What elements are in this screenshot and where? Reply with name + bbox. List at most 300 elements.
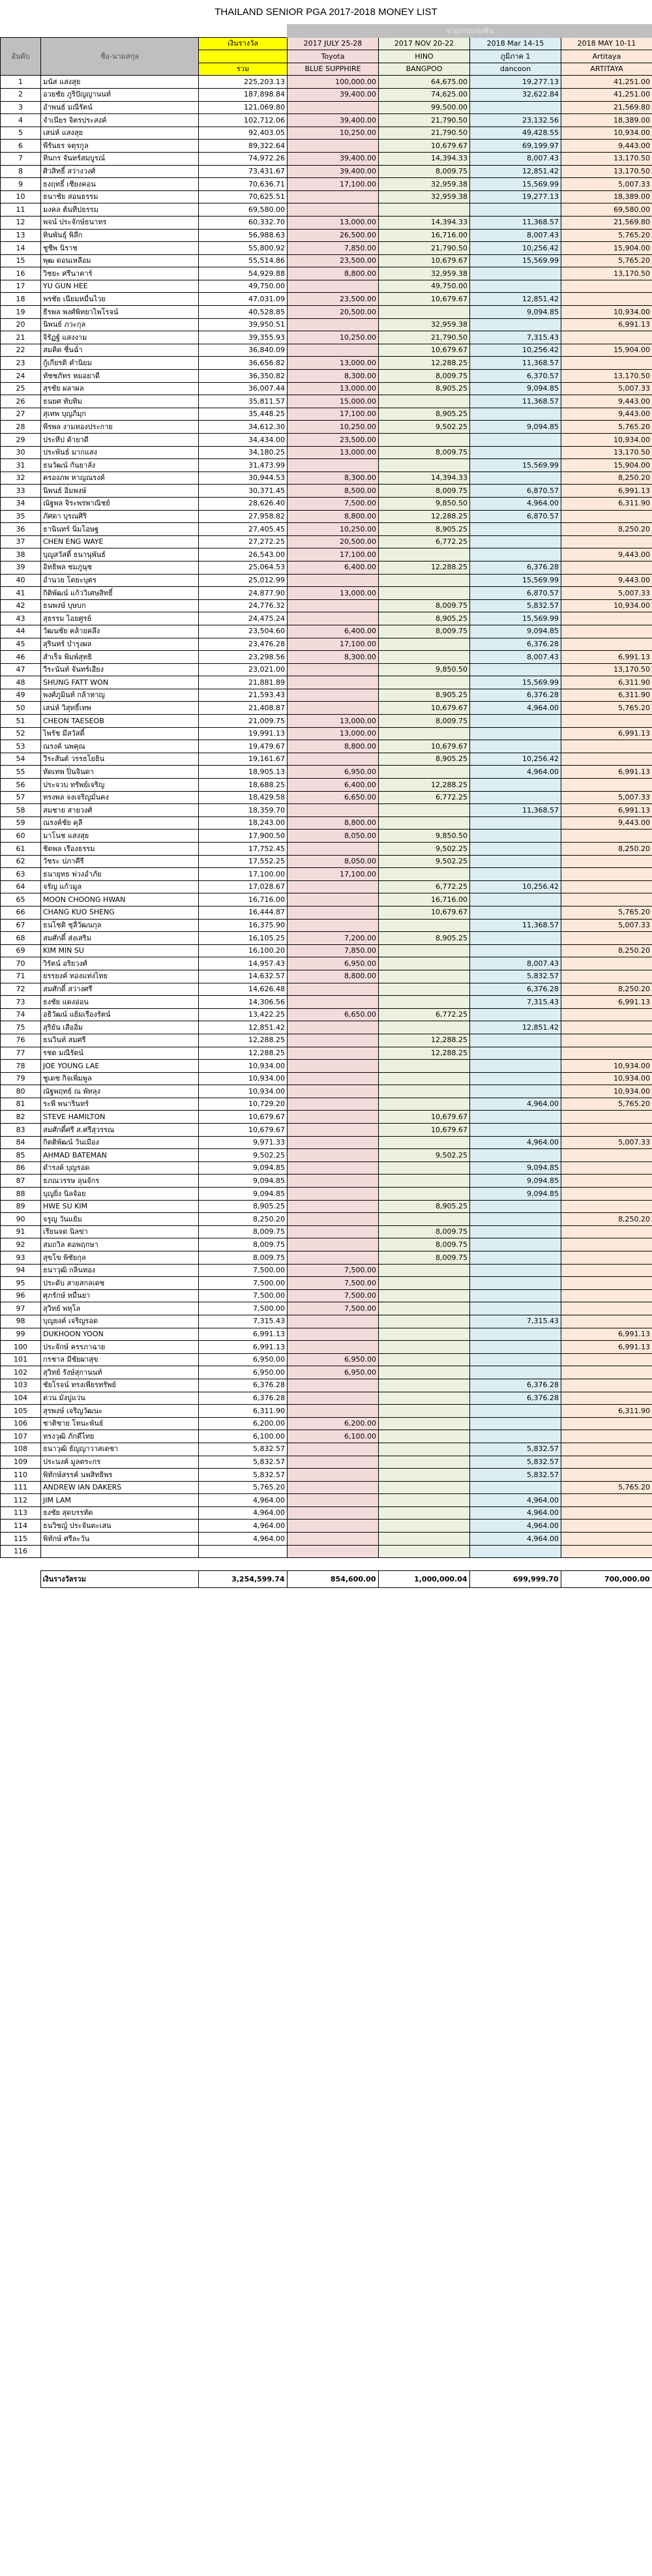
header-spacer-rank [1,25,41,38]
row-total: 9,094.85 [199,1188,288,1201]
row-total: 25,064.53 [199,561,288,574]
row-name: ชัยโรจน์ ทรงเพียรทรัพย์ [41,1379,199,1392]
table-row [1,816,652,830]
row-event-4-amount: 9,443.00 [561,574,652,587]
row-event-4-amount: 69,580.00 [561,203,652,217]
row-event-3-amount: 9,094.85 [470,306,561,319]
row-event-4-amount [561,932,652,945]
row-event-3-amount: 10,256.42 [470,344,561,357]
row-event-4-amount: 6,991.13 [561,1328,652,1341]
grand-total-table [0,1558,652,1588]
table-row [1,434,652,447]
row-event-2-amount: 10,679.67 [379,906,470,919]
row-total: 25,012.99 [199,574,288,587]
row-total: 27,958.82 [199,510,288,523]
table-row [1,165,652,178]
row-event-4-amount [561,753,652,766]
row-event-4-amount [561,357,652,370]
row-event-3-amount [470,944,561,957]
row-event-2-amount: 8,905.25 [379,523,470,536]
table-row [1,280,652,293]
row-event-1-amount: 13,000.00 [288,216,379,229]
row-event-3-amount: 7,315.43 [470,996,561,1009]
row-rank: 97 [1,1302,41,1315]
table-row [1,267,652,280]
row-name: ณัฐพฤทธ์ ณ พัทลุง [41,1085,199,1098]
row-name: สมศักดิ์ศรี ส.ศรีสุวรรณ [41,1124,199,1137]
row-rank: 62 [1,855,41,868]
row-event-2-amount [379,804,470,817]
row-event-1-amount [288,101,379,114]
row-name: ทินกร จันทร์สมบูรณ์ [41,152,199,165]
table-row [1,932,652,945]
row-event-3-amount: 10,256.42 [470,753,561,766]
row-event-2-amount: 12,288.25 [379,1047,470,1060]
row-total: 16,375.90 [199,919,288,932]
row-event-1-amount: 20,500.00 [288,535,379,548]
row-event-3-amount [470,1328,561,1341]
row-total: 7,315.43 [199,1315,288,1328]
row-total: 31,473.99 [199,459,288,472]
row-event-1-amount [288,1251,379,1265]
row-event-3-amount [470,446,561,459]
row-total: 36,656.82 [199,357,288,370]
row-event-2-amount [379,1545,470,1558]
row-event-4-amount [561,1264,652,1277]
row-name: ธนวินท์ สมศรี [41,1034,199,1047]
row-event-4-amount: 6,311.90 [561,676,652,689]
table-header [1,25,652,76]
row-rank: 80 [1,1085,41,1098]
row-event-3-amount: 4,964.00 [470,1098,561,1111]
row-event-3-amount [470,1353,561,1366]
row-name: นิพนธ์ ภวะกุล [41,318,199,331]
row-event-2-amount [379,1302,470,1315]
table-row [1,1494,652,1507]
row-event-3-amount: 11,368.57 [470,357,561,370]
row-event-1-amount [288,996,379,1009]
row-event-1-amount [288,140,379,153]
row-name: สุขโข พิชัยกุล [41,1251,199,1265]
row-event-4-amount [561,1008,652,1021]
row-event-1-amount [288,1315,379,1328]
table-row [1,574,652,587]
row-event-1-amount [288,1213,379,1226]
row-event-1-amount [288,1379,379,1392]
row-name: เรียนจด นิลข่า [41,1225,199,1238]
row-name: วิชยะ ศรีนาคาร์ [41,267,199,280]
row-rank: 51 [1,715,41,728]
row-name: จรัญ แก้วมูล [41,880,199,893]
row-event-3-amount: 11,368.57 [470,804,561,817]
row-rank: 2 [1,88,41,101]
row-rank: 47 [1,663,41,676]
row-name: ธีรพล พงศ์พิทยาไพโรจน์ [41,306,199,319]
row-event-2-amount: 10,679.67 [379,140,470,153]
row-event-2-amount [379,766,470,779]
row-event-2-amount: 8,009.75 [379,485,470,498]
row-event-2-amount: 8,009.75 [379,1251,470,1265]
row-event-3-amount: 69,199.97 [470,140,561,153]
table-row [1,1481,652,1494]
row-name: พิทักษ์สรรค์ นพสิทธิพร [41,1469,199,1482]
money-list-table [0,24,652,1558]
row-event-4-amount [561,1251,652,1265]
row-rank: 55 [1,766,41,779]
row-event-4-amount [561,1506,652,1520]
row-name: KIM MIN SU [41,944,199,957]
row-rank: 39 [1,561,41,574]
row-event-4-amount: 21,569.80 [561,101,652,114]
row-rank: 82 [1,1111,41,1124]
group-header-row [1,25,652,38]
row-total: 16,444.87 [199,906,288,919]
row-total: 14,957.43 [199,957,288,970]
row-event-2-amount: 14,394.33 [379,472,470,485]
row-event-2-amount: 8,905.25 [379,1200,470,1213]
row-event-3-amount: 6,376.28 [470,1392,561,1405]
row-total: 8,905.25 [199,1200,288,1213]
row-event-4-amount: 6,991.13 [561,766,652,779]
table-row [1,1328,652,1341]
row-event-2-amount: 64,675.00 [379,76,470,89]
row-total: 7,500.00 [199,1302,288,1315]
row-event-2-amount: 8,009.75 [379,625,470,638]
row-rank: 111 [1,1481,41,1494]
event-2-sponsor: HINO [379,50,470,63]
row-event-1-amount [288,1124,379,1137]
row-rank: 4 [1,114,41,127]
row-rank: 32 [1,472,41,485]
row-name: ธนาชัย สอนธรรม [41,190,199,203]
row-event-1-amount [288,880,379,893]
row-name: รชต มณีรัตน์ [41,1047,199,1060]
row-event-2-amount: 8,905.25 [379,612,470,625]
row-total: 70,625.51 [199,190,288,203]
row-event-4-amount [561,1417,652,1430]
table-row [1,229,652,242]
row-event-1-amount: 6,650.00 [288,791,379,804]
row-rank: 42 [1,599,41,612]
row-total: 23,476.28 [199,638,288,651]
row-event-2-amount: 6,772.25 [379,1008,470,1021]
row-event-2-amount: 99,500.00 [379,101,470,114]
row-name: อิทธิพล ชมภูนุช [41,561,199,574]
row-event-1-amount: 17,100.00 [288,638,379,651]
row-rank: 92 [1,1238,41,1251]
row-event-2-amount [379,1264,470,1277]
row-event-2-amount [379,727,470,740]
row-event-2-amount [379,1456,470,1469]
row-event-3-amount: 6,376.28 [470,689,561,702]
row-rank: 58 [1,804,41,817]
row-event-3-amount [470,663,561,676]
row-rank: 71 [1,970,41,983]
row-rank: 59 [1,816,41,830]
row-event-1-amount [288,190,379,203]
row-event-3-amount: 5,832.57 [470,1443,561,1456]
row-name: ธนยศ ทับทิม [41,395,199,408]
row-event-2-amount [379,1533,470,1546]
table-row [1,587,652,600]
row-event-4-amount: 8,250.20 [561,843,652,856]
row-total: 24,877.90 [199,587,288,600]
row-rank: 27 [1,408,41,421]
row-event-4-amount [561,779,652,792]
row-event-1-amount [288,612,379,625]
row-total: 6,100.00 [199,1430,288,1443]
row-event-1-amount: 6,950.00 [288,766,379,779]
row-name: มนัส แสงสุย [41,76,199,89]
row-total: 23,021.00 [199,663,288,676]
row-event-1-amount: 7,500.00 [288,1264,379,1277]
row-event-2-amount [379,1469,470,1482]
row-rank: 91 [1,1225,41,1238]
row-event-3-amount [470,1417,561,1430]
row-event-3-amount [470,715,561,728]
table-row [1,1341,652,1354]
row-rank: 9 [1,178,41,191]
row-event-3-amount: 11,368.57 [470,216,561,229]
row-rank: 105 [1,1405,41,1418]
row-event-2-amount [379,1481,470,1494]
row-event-3-amount [470,1149,561,1162]
row-event-1-amount [288,1443,379,1456]
row-event-3-amount: 11,368.57 [470,919,561,932]
row-event-3-amount: 7,315.43 [470,1315,561,1328]
row-name: พรชัย เนียมหมื่นไวย [41,293,199,306]
row-event-2-amount [379,434,470,447]
row-name: สุวิทย์ รังษ์สุกานนท์ [41,1366,199,1379]
row-event-3-amount [470,830,561,843]
row-event-2-amount: 74,625.00 [379,88,470,101]
row-rank: 67 [1,919,41,932]
row-total: 21,009.75 [199,715,288,728]
row-event-4-amount: 6,991.13 [561,318,652,331]
row-event-4-amount: 18,389.00 [561,190,652,203]
row-total: 27,272.25 [199,535,288,548]
row-event-4-amount [561,1277,652,1290]
row-event-4-amount: 5,765.20 [561,229,652,242]
row-event-4-amount: 5,765.20 [561,421,652,434]
table-row [1,152,652,165]
row-event-3-amount: 10,256.42 [470,242,561,255]
row-event-1-amount [288,1520,379,1533]
table-row [1,753,652,766]
row-event-3-amount [470,727,561,740]
row-event-3-amount [470,779,561,792]
row-rank: 95 [1,1277,41,1290]
table-row [1,1238,652,1251]
row-event-1-amount [288,906,379,919]
table-row [1,855,652,868]
row-event-4-amount [561,1021,652,1034]
row-event-3-amount: 4,964.00 [470,1136,561,1149]
row-event-4-amount [561,535,652,548]
row-event-4-amount: 8,250.20 [561,472,652,485]
table-row [1,446,652,459]
row-rank: 11 [1,203,41,217]
header-spacer-name [41,25,199,38]
table-row [1,868,652,881]
row-event-3-amount: 15,569.99 [470,574,561,587]
row-event-2-amount [379,1506,470,1520]
table-row [1,242,652,255]
row-rank: 87 [1,1175,41,1188]
row-total: 4,964.00 [199,1494,288,1507]
row-event-1-amount [288,1533,379,1546]
row-event-1-amount: 23,500.00 [288,254,379,267]
row-event-3-amount [470,523,561,536]
row-rank: 86 [1,1161,41,1175]
row-event-4-amount: 6,311.90 [561,689,652,702]
row-name: ธงชัย สุดบรรทัด [41,1506,199,1520]
row-event-2-amount [379,306,470,319]
row-event-4-amount [561,1302,652,1315]
row-event-2-amount: 9,502.25 [379,1149,470,1162]
row-event-2-amount: 8,009.75 [379,370,470,383]
row-rank: 6 [1,140,41,153]
row-event-4-amount [561,612,652,625]
row-total: 8,009.75 [199,1225,288,1238]
row-total: 23,504.60 [199,625,288,638]
row-event-3-amount: 4,964.00 [470,1506,561,1520]
row-event-4-amount: 9,443.00 [561,548,652,562]
row-event-3-amount [470,1264,561,1277]
row-event-2-amount: 21,790.50 [379,114,470,127]
row-total: 36,007.44 [199,382,288,395]
row-event-3-amount [470,408,561,421]
row-name: กู้เกียรติ คำนิยม [41,357,199,370]
row-total: 18,905.13 [199,766,288,779]
row-name: ไพรัช มีสวัสดิ์ [41,727,199,740]
row-rank: 88 [1,1188,41,1201]
grand-total-event-4: 700,000.00 [561,1571,652,1588]
table-row [1,1021,652,1034]
row-event-1-amount: 10,250.00 [288,127,379,140]
table-row [1,625,652,638]
event-1-sponsor: Toyota [288,50,379,63]
row-name: สมถวิล ตอพฤกษา [41,1238,199,1251]
row-event-3-amount: 8,007.43 [470,651,561,664]
row-event-2-amount [379,1213,470,1226]
row-total: 21,408.87 [199,702,288,715]
row-total: 16,105.25 [199,932,288,945]
row-total: 6,376.28 [199,1392,288,1405]
table-row [1,395,652,408]
row-event-1-amount: 6,950.00 [288,957,379,970]
row-event-3-amount [470,101,561,114]
row-total: 9,502.25 [199,1149,288,1162]
event-1-date: 2017 JULY 25-28 [288,37,379,50]
row-name: ธนาวุฒิ กลิ่นทอง [41,1264,199,1277]
row-event-4-amount [561,510,652,523]
row-total: 18,429.58 [199,791,288,804]
row-name: ธานินทร์ นิ่มโอษฐ [41,523,199,536]
row-event-3-amount: 5,832.57 [470,970,561,983]
row-event-1-amount: 100,000.00 [288,76,379,89]
row-rank: 52 [1,727,41,740]
row-name: สมคิด ชื่นฉ่ำ [41,344,199,357]
row-event-4-amount: 5,765.20 [561,254,652,267]
row-total: 14,626.48 [199,983,288,996]
row-event-4-amount [561,1161,652,1175]
row-event-4-amount [561,1392,652,1405]
row-event-2-amount: 8,009.75 [379,715,470,728]
row-total: 24,475.24 [199,612,288,625]
row-event-2-amount [379,1366,470,1379]
row-event-2-amount [379,983,470,996]
row-event-4-amount [561,1188,652,1201]
row-event-4-amount [561,1149,652,1162]
table-row [1,1379,652,1392]
row-rank: 116 [1,1545,41,1558]
row-name: ประนงค์ มูลตระกร [41,1456,199,1469]
row-total: 5,832.57 [199,1443,288,1456]
event-3-sponsor: ภูมิภาค 1 [470,50,561,63]
row-event-1-amount: 8,800.00 [288,970,379,983]
row-total: 121,069.80 [199,101,288,114]
row-rank: 79 [1,1072,41,1085]
table-row [1,1060,652,1073]
row-event-1-amount: 7,500.00 [288,497,379,510]
row-event-3-amount: 12,851.42 [470,1021,561,1034]
row-event-4-amount: 41,251.00 [561,88,652,101]
row-name: ชาติชาย โทนะพันธ์ [41,1417,199,1430]
row-event-2-amount [379,1341,470,1354]
row-event-1-amount [288,893,379,906]
tournament-group-header: รายการแข่งขัน [288,25,652,38]
row-event-4-amount: 5,765.20 [561,702,652,715]
table-row [1,1175,652,1188]
row-event-1-amount: 8,800.00 [288,510,379,523]
row-event-3-amount: 4,964.00 [470,1520,561,1533]
row-event-2-amount: 8,009.75 [379,1225,470,1238]
grand-total-label: เงินรางวัลรวม [40,1571,198,1588]
row-event-4-amount [561,880,652,893]
row-rank: 26 [1,395,41,408]
row-rank: 20 [1,318,41,331]
table-row [1,791,652,804]
table-row [1,1443,652,1456]
row-name: ต่วน มังบู่แว่น [41,1392,199,1405]
row-event-4-amount: 41,251.00 [561,76,652,89]
table-row [1,101,652,114]
table-row [1,676,652,689]
row-rank: 69 [1,944,41,957]
table-row [1,1072,652,1085]
row-event-2-amount [379,1098,470,1111]
row-event-3-amount: 4,964.00 [470,1494,561,1507]
row-event-3-amount: 9,094.85 [470,1175,561,1188]
row-event-2-amount: 6,772.25 [379,880,470,893]
table-row [1,535,652,548]
table-row [1,1264,652,1277]
row-event-1-amount: 6,400.00 [288,625,379,638]
row-event-1-amount: 13,000.00 [288,446,379,459]
row-event-1-amount: 8,800.00 [288,267,379,280]
row-event-2-amount: 12,288.25 [379,779,470,792]
row-total: 18,359.70 [199,804,288,817]
row-total: 10,934.00 [199,1085,288,1098]
row-event-4-amount: 5,765.20 [561,1481,652,1494]
row-total: 70,636.71 [199,178,288,191]
row-total: 10,934.00 [199,1072,288,1085]
row-event-1-amount [288,702,379,715]
table-row [1,1302,652,1315]
row-rank: 115 [1,1533,41,1546]
row-name: อวยชัย ภูริปัญญานนท์ [41,88,199,101]
